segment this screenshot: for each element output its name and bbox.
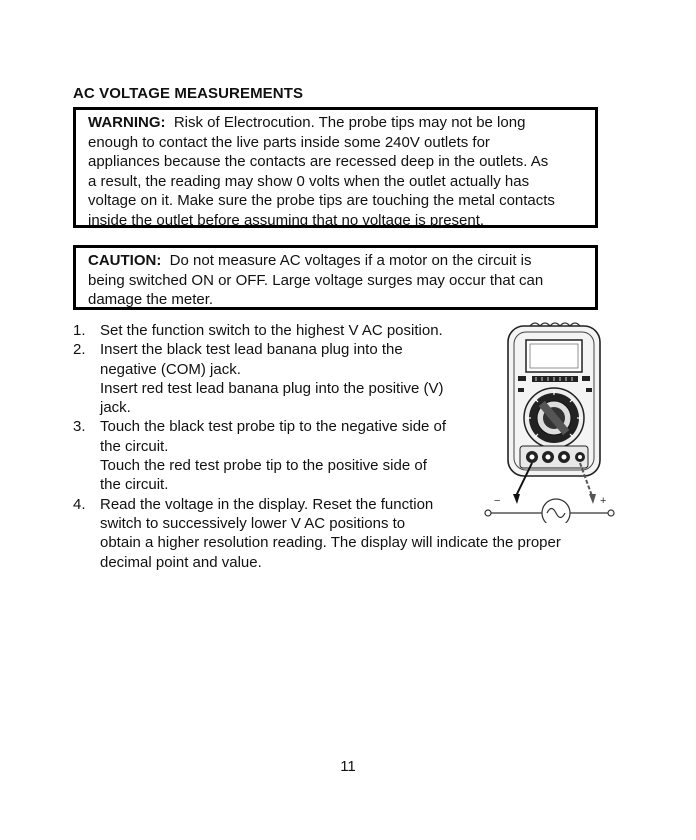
warning-line: inside the outlet before assuming that no voltage is present.: [88, 211, 485, 229]
caution-box: [73, 245, 598, 310]
step-line: obtain a higher resolution reading. The display will indicate the proper: [100, 534, 561, 552]
caution-label: CAUTION:: [88, 252, 162, 269]
warning-line: a result, the reading may show 0 volts when the outlet actually has: [88, 172, 530, 190]
step-number: 3.: [73, 418, 86, 436]
ac-source-icon: [485, 499, 614, 523]
step-line: decimal point and value.: [100, 553, 262, 571]
caution-line: CAUTION: Do not measure AC voltages if a motor on the circuit is: [88, 252, 532, 269]
step-number: 2.: [73, 341, 86, 359]
step-line: Insert red test lead banana plug into the positive (V): [100, 379, 444, 397]
warning-line: appliances because the contacts are recessed deep in the outlets. As: [88, 153, 549, 170]
step-line: the circuit.: [100, 437, 169, 455]
caution-line: damage the meter.: [88, 291, 214, 308]
step-line: Touch the red test probe tip to the positive side of: [100, 457, 427, 475]
step-number: 4.: [73, 495, 86, 513]
warning-line: WARNING: Risk of Electrocution. The probe tips may not be long: [88, 114, 526, 131]
step-line: switch to successively lower V AC positions to: [100, 514, 406, 532]
step-line: Set the function switch to the highest V AC position.: [100, 322, 443, 339]
warning-label: WARNING:: [88, 114, 166, 131]
step-line: Insert the black test lead banana plug into the: [100, 341, 403, 359]
step-number: 1.: [73, 322, 86, 339]
warning-box: [73, 107, 598, 228]
display-icon: [526, 340, 582, 372]
step-line: the circuit.: [100, 476, 169, 494]
warning-line: voltage on it. Make sure the probe tips are touching the metal contacts: [88, 192, 555, 209]
step-line: jack.: [100, 399, 131, 417]
step-line: Touch the black test probe tip to the negative side of: [100, 418, 447, 436]
caution-line: being switched ON or OFF. Large voltage surges may occur that can: [88, 271, 544, 289]
step-line: Read the voltage in the display. Reset the function: [100, 495, 434, 513]
section-heading: AC VOLTAGE MEASUREMENTS: [73, 85, 304, 102]
warning-line: enough to contact the live parts inside some 240V outlets for: [88, 133, 490, 151]
rotary-dial-icon: [524, 388, 584, 448]
minus-sign: −: [494, 495, 501, 507]
step-line: negative (COM) jack.: [100, 360, 241, 378]
multimeter-ac-circuit-icon: [480, 318, 620, 523]
plus-sign: +: [600, 495, 607, 507]
page-number: 11: [340, 758, 356, 775]
